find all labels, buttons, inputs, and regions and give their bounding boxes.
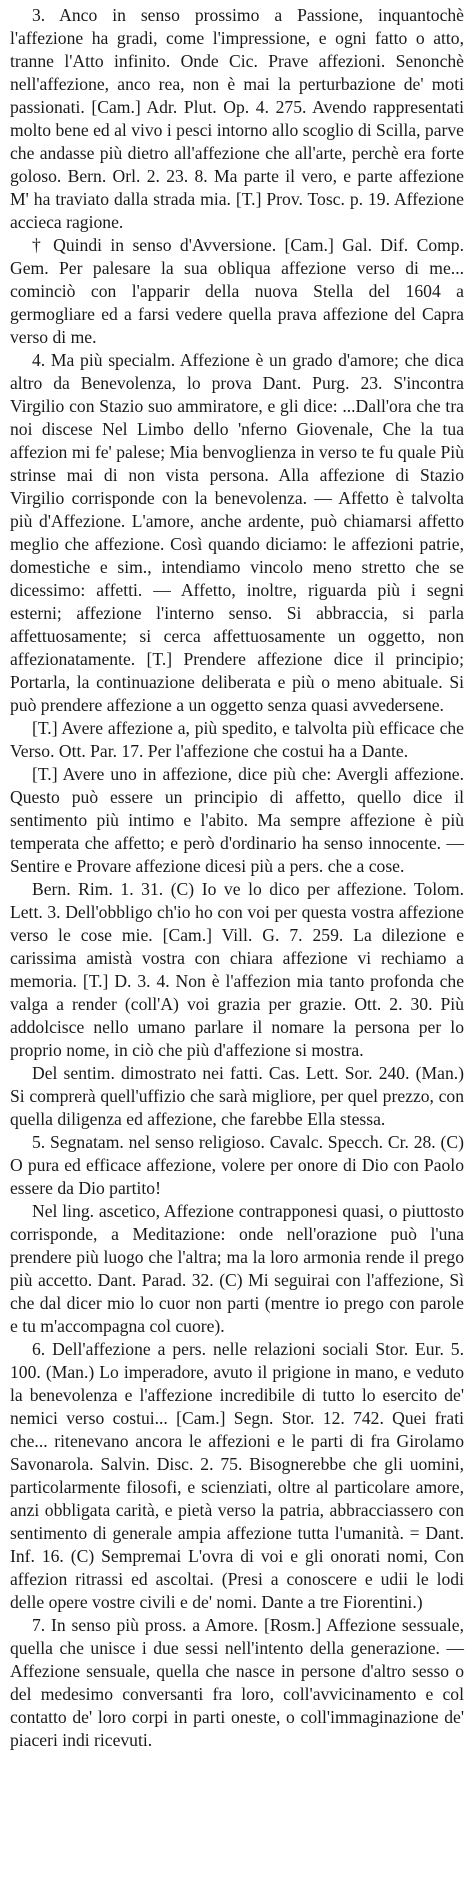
- entry-citations: Bern. Rim. 1. 31. (C) Io ve lo dico per affezione. Tolom. Lett. 3. Dell'obbligo ch'io ho con voi per questa vostra affezione verso le cose mie. [Cam.] Vill. G. 7. 259. La dilezione e carissima amistà vostra con chiara affezione vi rechiamo a memoria. [T.] D. 3. 4. Non è l'affezion mia tanto profonda che valga a render (coll'A) voi grazia per grazie. Ott. 2. 30. Più addolcisce nello umano parlare il nomare la persona per lo proprio nome, in ciò che più d'affezione si mostra.: [10, 879, 464, 1060]
- entry-section-7: 7. In senso più pross. a Amore. [Rosm.] Affezione sessuale, quella che unisce i due sessi nell'intento della generazione. — Affezione sensuale, quella che nasce in persone d'altro sesso o del medesimo conversanti fra loro, coll'avvicinamento e col contatto de' loro corpi in parti oneste, o coll'immaginazione de' piaceri indi ricevuti.: [10, 1615, 464, 1750]
- entry-section-5: 5. Segnatam. nel senso religioso. Cavalc. Specch. Cr. 28. (C) O pura ed efficace affezione, volere per onore di Dio con Paolo essere da Dio partito!: [10, 1132, 464, 1198]
- entry-avere-uno-in-affezione: [T.] Avere uno in affezione, dice più che: Avergli affezione. Questo può essere un principio di affetto, quello dice il sentimento più intimo e l'abito. Ma sempre affezione è più temperata che affetto; e però d'ordinario ha senso innocente. — Sentire e Provare affezione dicesi più a pers. che a cose.: [10, 764, 464, 876]
- entry-avere-affezione-a: [T.] Avere affezione a, più spedito, e talvolta più efficace che Verso. Ott. Par. 17. Per l'affezione che costui ha a Dante.: [10, 718, 464, 761]
- entry-linguaggio-ascetico: Nel ling. ascetico, Affezione contrapponesi quasi, o piuttosto corrisponde, a Meditazione: onde nell'orazione può l'una prendere più luogo che l'altra; ma la loro armonia rende il prego più accetto. Dant. Parad. 32. (C) Mi seguirai con l'affezione, Sì che dal dicer mio lo cuor non parti (mentre io prego con parole e tu m'accompagna col cuore).: [10, 1201, 464, 1336]
- entry-section-3: 3. Anco in senso prossimo a Passione, inquantochè l'affezione ha gradi, come l'impressione, e ogni fatto o atto, tranne l'Atto infinito. Onde Cic. Prave affezioni. Senonchè nell'affezione, anco rea, non è mai la perturbazione de' moti passionati. [Cam.] Adr. Plut. Op. 4. 275. Avendo rappresentati molto bene ed al vivo i pesci intorno allo scoglio di Scilla, parve che andasse più dietro all'affezione che all'arte, perchè era forte goloso. Bern. Orl. 2. 23. 8. Ma parte il vero, e parte affezione M' ha traviato dalla strada mia. [T.] Prov. Tosc. p. 19. Affezione accieca ragione.: [10, 5, 464, 232]
- entry-del-sentimento: Del sentim. dimostrato nei fatti. Cas. Lett. Sor. 240. (Man.) Si comprerà quell'uffizio che sarà migliore, per quel prezzo, con quella diligenza ed affezione, che farebbe Ella stessa.: [10, 1063, 464, 1129]
- entry-section-3-avversione: † Quindi in senso d'Avversione. [Cam.] Gal. Dif. Comp. Gem. Per palesare la sua obliqua affezione verso di me... cominciò con l'apparir della nuova Stella del 1604 a germogliare ed a farsi vedere quella prava affezione del Capra verso di me.: [10, 235, 464, 347]
- entry-section-4: 4. Ma più specialm. Affezione è un grado d'amore; che dica altro da Benevolenza, lo prova Dant. Purg. 23. S'incontra Virgilio con Stazio suo ammiratore, e gli dice: ...Dall'ora che tra noi discese Nel Limbo dello 'nferno Giovenale, Che la tua affezion mi fe' palese; Mia benvoglienza in verso te fu quale Più strinse mai di non vista persona. Alla affezione di Stazio Virgilio corrisponde con la benevolenza. — Affetto è talvolta più d'Affezione. L'amore, anche ardente, può chiamarsi affetto meglio che affezione. Così quando diciamo: le affezioni patrie, domestiche e sim., intendiamo vincolo meno stretto che se dicessimo: affetti. — Affetto, inoltre, riguarda più i segni esterni; affezione l'interno senso. Si abbraccia, si parla affettuosamente; si cerca affettuosamente un oggetto, non affezionatamente. [T.] Prendere affezione dice il principio; Portarla, la continuazione deliberata e più o meno abituale. Si può prendere affezione a un oggetto senza quasi avvedersene.: [10, 350, 464, 715]
- entry-section-6: 6. Dell'affezione a pers. nelle relazioni sociali Stor. Eur. 5. 100. (Man.) Lo imperadore, avuto il prigione in mano, e veduto la benevolenza e l'affezione incredibile di tutto lo esercito de' nemici verso costui... [Cam.] Segn. Stor. 12. 742. Quei frati che... ritenevano ancora le affezioni e le parti di fra Girolamo Savonarola. Salvin. Disc. 2. 75. Bisognerebbe che gli uomini, particolarmente filosofi, e scienziati, oltre al particolare amore, anzi obbligata carità, e pietà verso la patria, abbracciassero con sentimento di generale ampia affezione tutta l'umanità. = Dant. Inf. 16. (C) Sempremai L'ovra di voi e gli onorati nomi, Con affezion ritrassi ed ascoltai. (Presi a conoscere e udii le lodi delle opere vostre civili e de' nomi. Dante a tre Fiorentini.): [10, 1339, 464, 1612]
